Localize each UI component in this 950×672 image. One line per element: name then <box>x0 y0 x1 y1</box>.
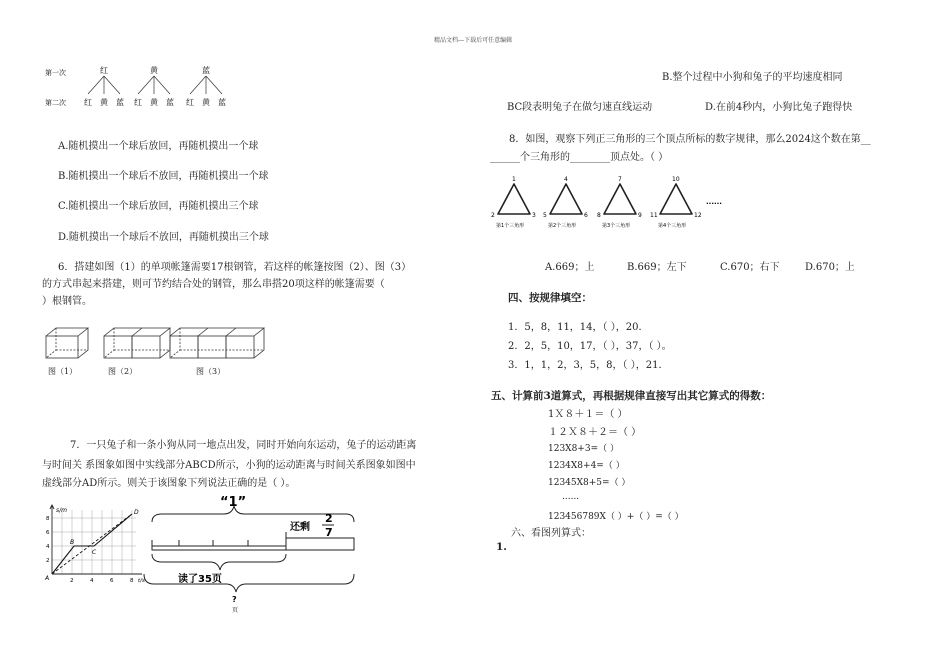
tree-leaf: 蓝 <box>218 98 226 107</box>
remain-label: 还剩 <box>290 522 310 533</box>
section-6-title: 六、看图列算式： <box>511 528 591 539</box>
tri3-caption: 第3个三角形 <box>602 223 631 229</box>
top-brace <box>152 506 354 522</box>
q5-option-b: B.随机摸出一个球后不放回，再随机摸出一个球 <box>58 171 269 182</box>
graph-axes <box>50 505 142 574</box>
read-label: 读了35页 <box>178 574 222 585</box>
tree-leaf: 黄 <box>100 98 108 107</box>
section-5-title: 五、计算前3道算式，再根据规律直接写出其它算式的得数： <box>491 390 772 402</box>
total-brace <box>144 574 354 592</box>
q8-line-2: ______个三角形的________顶点处。（ ） <box>490 152 669 163</box>
x-tick: 8 <box>130 578 134 584</box>
point-c: C <box>92 549 97 556</box>
sec5-eq-2: １２Ｘ８＋２＝（ ） <box>548 427 642 438</box>
tri3-right: 9 <box>638 212 642 219</box>
point-a: A <box>45 575 50 582</box>
tree-top-2: 蓝 <box>202 66 210 75</box>
tri3-top: 7 <box>618 176 622 183</box>
tri1-right: 3 <box>532 212 536 219</box>
q7-option-b: B.整个过程中小狗和兔子的平均速度相同 <box>662 72 843 83</box>
sec6-item-1: 1. <box>496 541 507 553</box>
tree-leaf: 蓝 <box>166 98 174 107</box>
bar-diagram <box>140 490 365 615</box>
tree-row1-label: 第一次 <box>45 69 66 77</box>
sec5-ellipsis: ...... <box>562 492 580 502</box>
tree-branches <box>88 76 222 94</box>
tri1-top: 1 <box>512 176 516 183</box>
x-tick: 4 <box>90 578 94 584</box>
tent-figure-1 <box>46 328 88 358</box>
sec4-item-3: 3．1，1，2，3，5，8，（ ），21． <box>508 360 669 371</box>
q5-option-d: D.随机摸出一个球后不放回，再随机摸出三个球 <box>58 232 269 243</box>
tree-row2-label: 第二次 <box>45 99 66 107</box>
ellipsis: ...... <box>706 198 722 206</box>
q8-option-a: A.669；上 <box>545 262 595 273</box>
fraction-num: 2 <box>325 512 333 525</box>
tree-leaf: 黄 <box>202 98 210 107</box>
q6-line-1: 6．搭建如图（1）的单项帐篷需要17根钢管，若这样的帐篷按图（2）、图（3） <box>58 262 412 273</box>
y-tick: 2 <box>46 558 50 564</box>
sec5-eq-1: 1Ｘ８＋１＝（ ） <box>548 409 628 420</box>
q7-line-3: 虚线部分AD所示。则关于该图象下列说法正确的是（ ）。 <box>42 478 296 489</box>
tri4-right: 12 <box>694 212 702 219</box>
tri1-caption: 第1个三角形 <box>496 223 525 229</box>
fraction-den: 7 <box>325 526 333 539</box>
tri3-left: 8 <box>597 212 601 219</box>
q6-line-3: ）根钢管。 <box>42 296 92 307</box>
bar-one-label: “1” <box>220 495 247 510</box>
triangle-sequence <box>490 172 730 234</box>
x-tick: 6 <box>110 578 114 584</box>
q7-option-d: D.在前4秒内，小狗比兔子跑得快 <box>705 102 853 113</box>
question-mark: ? <box>232 595 237 604</box>
graph-x-label: t/s <box>138 578 145 584</box>
bar-segment-read <box>152 546 286 550</box>
point-d: D <box>134 509 139 516</box>
tent-figure-2 <box>104 328 170 358</box>
distance-time-graph <box>40 502 145 592</box>
sec4-item-1: 1．5，8，11，14，（ ），20． <box>508 322 649 333</box>
section-4-title: 四、按规律填空： <box>508 292 592 304</box>
y-tick: 6 <box>46 530 50 536</box>
read-brace <box>152 554 286 570</box>
x-tick: 2 <box>70 578 74 584</box>
q8-option-d: D.670；上 <box>805 262 855 273</box>
tree-leaf: 红 <box>186 98 194 107</box>
q8-option-b: B.669；左下 <box>627 262 687 273</box>
y-tick: 4 <box>46 544 50 550</box>
tri4-caption: 第4个三角形 <box>658 223 687 229</box>
sec4-item-2: 2．2，5，10，17，（ ），37，（ ）。 <box>508 341 672 352</box>
sec5-eq-3: 123X8+3=（ ） <box>548 444 619 454</box>
q7-line-1: 7．一只兔子和一条小狗从同一地点出发，同时开始向东运动，兔子的运动距离 <box>70 440 417 451</box>
q8-option-c: C.670；右下 <box>720 262 780 273</box>
q8-line-1: 8．如图，观察下列正三角形的三个顶点所标的数字规律，那么2024这个数在第__ <box>509 134 871 145</box>
graph-y-label: s/m <box>56 507 67 514</box>
q7-line-2: 与时间关 系图象如图中实线部分ABCD所示，小狗的运动距离与时间关系图象如图中 <box>42 460 416 471</box>
triangle-shapes <box>498 184 692 214</box>
tri4-top: 10 <box>672 176 680 183</box>
tree-leaf: 红 <box>134 98 142 107</box>
q5-option-a: A.随机摸出一个球后放回，再随机摸出一个球 <box>58 141 259 152</box>
q6-line-2: 的方式串起来搭建，则可节约结合处的钢管，那么串搭20项这样的帐篷需要（ <box>42 279 385 290</box>
q5-option-c: C.随机摸出一个球后放回，再随机摸出三个球 <box>58 201 259 212</box>
tree-leaf: 蓝 <box>116 98 124 107</box>
point-b: B <box>70 539 75 546</box>
tree-leaf: 红 <box>84 98 92 107</box>
tri2-right: 6 <box>584 212 588 219</box>
page-header: 精品文档---下载后可任意编辑 <box>434 37 513 44</box>
y-tick: 8 <box>46 516 50 522</box>
page-footer: 页 <box>232 607 239 614</box>
tri2-caption: 第2个三角形 <box>548 223 577 229</box>
tree-diagram <box>40 60 250 110</box>
tree-top-0: 红 <box>100 66 108 75</box>
sec5-eq-final: 123456789X（ ）+（ ）=（ ） <box>548 512 684 522</box>
tri2-left: 5 <box>543 212 547 219</box>
q7-option-c: BC段表明兔子在做匀速直线运动 <box>507 102 653 113</box>
fig-label-3: 图（3） <box>196 367 226 376</box>
tri4-left: 11 <box>650 212 658 219</box>
sec5-eq-4: 1234X8+4=（ ） <box>548 461 625 471</box>
tri1-left: 2 <box>491 212 495 219</box>
tree-top-1: 黄 <box>150 66 158 75</box>
bar-segment-remaining <box>286 538 354 550</box>
tree-leaf: 黄 <box>150 98 158 107</box>
fig-label-1: 图（1） <box>48 367 78 376</box>
tri2-top: 4 <box>564 176 568 183</box>
tent-figure-3 <box>170 328 264 358</box>
fig-label-2: 图（2） <box>108 367 138 376</box>
sec5-eq-5: 12345X8+5=（ ） <box>548 478 631 488</box>
